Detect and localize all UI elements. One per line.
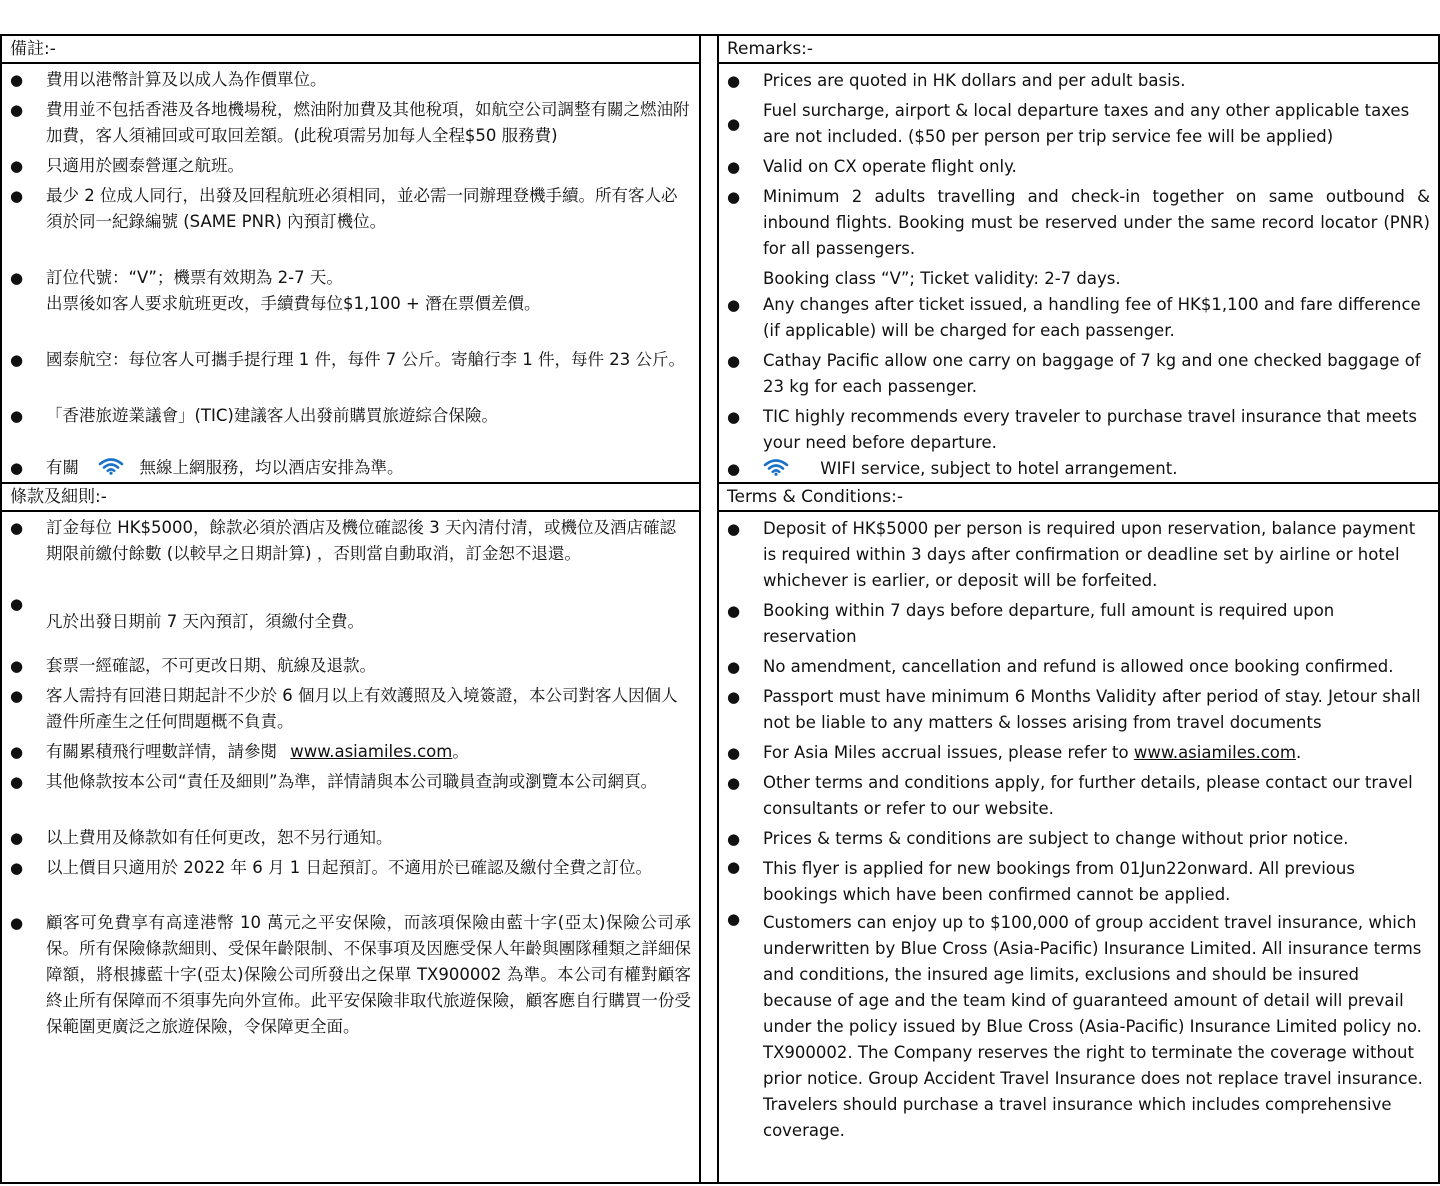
bullet: ●	[727, 115, 741, 133]
english-column: Remarks:- ● Prices are quoted in HK dollars and per adult basis. ● Fuel surcharge, airport & local departure taxes and any other applicable taxes are not included. ($50 per person per trip service fee will be applied) ● Valid on CX operate flight only. ● Minimum 2 adults travelling and check-in together on same outbound & inbound flights. Booking must be reserved under the same record locator (PNR) for all passengers. Booking class “V”; Ticket validity: 2-7 days. ● Any changes after ticket issued, a handling fee of HK$1,100 and fare difference (if applicable) will be charged for each passenger. ● Cathay Pacific allow one carry on baggage of 7 kg and one checked baggage of 23 kg for each passenger. ● TIC highly recommends every traveler to purchase travel insurance that meets your need before departure. ● WIFI service, subject to hotel arrangement. Terms & Conditions:- ● Deposit of HK$5000 per person is required upon reservation, balance payment is required within 3 days after confirmation or deadline set by airline or hotel whichever is earlier, or deposit will be forfeited. ● Booking within 7 days before departure, full amount is required upon reservation ● No amendment, cancellation and refund is allowed once booking confirmed. ● Passport must have minimum 6 Months Validity after period of stay. Jetour shall not be liable to any matters & losses arising from travel documents ● For Asia Miles accrual issues, please refer to www.asiamiles.com. ● Other terms and conditions apply, for further details, please contact our travel consultants or refer to our website. ● Prices & terms & conditions are subject to change without prior notice. ● This flyer is applied for new bookings from 01Jun22onward. All previous bookings which have been confirmed cannot be applied. ● Customers can enjoy up to $100,000 of group accident travel insurance, which underwritten by Blue Cross (Asia-Pacific) Insurance Limited. All insurance terms and conditions, the insured age limits, exclusions and should be insured because of age and the team kind of guaranteed amount of detail will prevail under the policy issued by Blue Cross (Asia-Pacific) Insurance Limited policy no. TX900002. The Company reserves the right to terminate the coverage without prior notice. Group Accident Travel Insurance does not replace travel insurance. Travelers should purchase a travel insurance which includes comprehensive coverage.	[717, 36, 1440, 1182]
bullet: ●	[727, 460, 741, 478]
bullet: ●	[727, 744, 741, 762]
bullet: ●	[10, 519, 24, 537]
bullet: ●	[727, 910, 741, 928]
bullet: ●	[727, 602, 741, 620]
bullet: ●	[727, 658, 741, 676]
bullet: ●	[10, 269, 24, 287]
bullet: ●	[10, 595, 24, 613]
bullet: ●	[10, 157, 24, 175]
bullet: ●	[727, 520, 741, 538]
bullet: ●	[727, 72, 741, 90]
bullet: ●	[727, 858, 741, 876]
bullet: ●	[10, 351, 24, 369]
bullet: ●	[727, 158, 741, 176]
bullet: ●	[10, 407, 24, 425]
wifi-icon	[98, 457, 124, 475]
bullet: ●	[10, 71, 24, 89]
bullet: ●	[727, 830, 741, 848]
asiamiles-link-en[interactable]: www.asiamiles.com	[1133, 743, 1296, 762]
bullet: ●	[10, 829, 24, 847]
wifi-icon	[763, 458, 789, 476]
chinese-column: 備註:- ● 費用以港幣計算及以成人為作價單位。 ● 費用並不包括香港及各地機場稅，燃油附加費及其他稅項，如航空公司調整有關之燃油附加費，客人須補回或可取回差額。(此稅項需另加每人全程$50 服務費) ● 只適用於國泰營運之航班。 ● 最少 2 位成人同行，出發及回程航班必須相同，並必需一同辦理登機手續。所有客人必須於同一紀錄編號 (SAME PNR) 內預訂機位。 ● 訂位代號：“V”；機票有效期為 2-7 天。 出票後如客人要求航班更改，手續費每位$1,100 + 潛在票價差價。 ● 國泰航空：每位客人可攜手提行理 1 件，每件 7 公斤。寄艙行李 1 件，每件 23 公斤。 ● 「香港旅遊業議會」(TIC)建議客人出發前購買旅遊綜合保險。 ● 有關 無線上網服務，均以酒店安排為準。 條款及細則:- ● 訂金每位 HK$5000，餘款必須於酒店及機位確認後 3 天內清付清，或機位及酒店確認期限前繳付餘數 (以較早之日期計算) ，否則當自動取消，訂金恕不退還。 ● 凡於出發日期前 7 天內預訂，須繳付全費。 ● 套票一經確認，不可更改日期、航線及退款。 ● 客人需持有回港日期起計不少於 6 個月以上有效護照及入境簽證，本公司對客人因個人證件所產生之任何問題概不負責。 ● 有關累積飛行哩數詳情，請參閱 www.asiamiles.com。 ● 其他條款按本公司“責任及細則”為準，詳情請與本公司職員查詢或瀏覽本公司網頁。 ● 以上費用及條款如有任何更改，恕不另行通知。 ● 以上價目只適用於 2022 年 6 月 1 日起預訂。不適用於已確認及繳付全費之訂位。 ● 顧客可免費享有高達港幣 10 萬元之平安保險，而該項保險由藍十字(亞太)保險公司承保。所有保險條款細則、受保年齡限制、不保事項及因應受保人年齡與團隊種類之詳細保障額，將根據藍十字(亞太)保險公司所發出之保單 TX900002 為準。本公司有權對顧客終止所有保障而不須事先向外宣佈。此平安保險非取代旅遊保險，顧客應自行購買一份受保範圍更廣泛之旅遊保險，令保障更全面。	[0, 36, 701, 1182]
bullet: ●	[10, 914, 24, 932]
bullet: ●	[10, 101, 24, 119]
bullet: ●	[10, 657, 24, 675]
bullet: ●	[10, 743, 24, 761]
bullet: ●	[10, 459, 24, 477]
bullet: ●	[10, 773, 24, 791]
terms-header-zh: 條款及細則:-	[2, 482, 699, 512]
remarks-header-zh: 備註:-	[2, 36, 699, 64]
bullet: ●	[10, 187, 24, 205]
terms-header-en: Terms & Conditions:-	[719, 482, 1438, 512]
bullet: ●	[727, 774, 741, 792]
document-table	[0, 34, 1440, 1184]
bullet: ●	[10, 687, 24, 705]
bullet: ●	[727, 296, 741, 314]
remarks-header-en: Remarks:-	[719, 36, 1438, 64]
bullet: ●	[727, 688, 741, 706]
bullet: ●	[727, 188, 741, 206]
bullet: ●	[727, 352, 741, 370]
bullet: ●	[10, 859, 24, 877]
bullet: ●	[727, 408, 741, 426]
asiamiles-link-zh[interactable]: www.asiamiles.com	[290, 742, 453, 761]
